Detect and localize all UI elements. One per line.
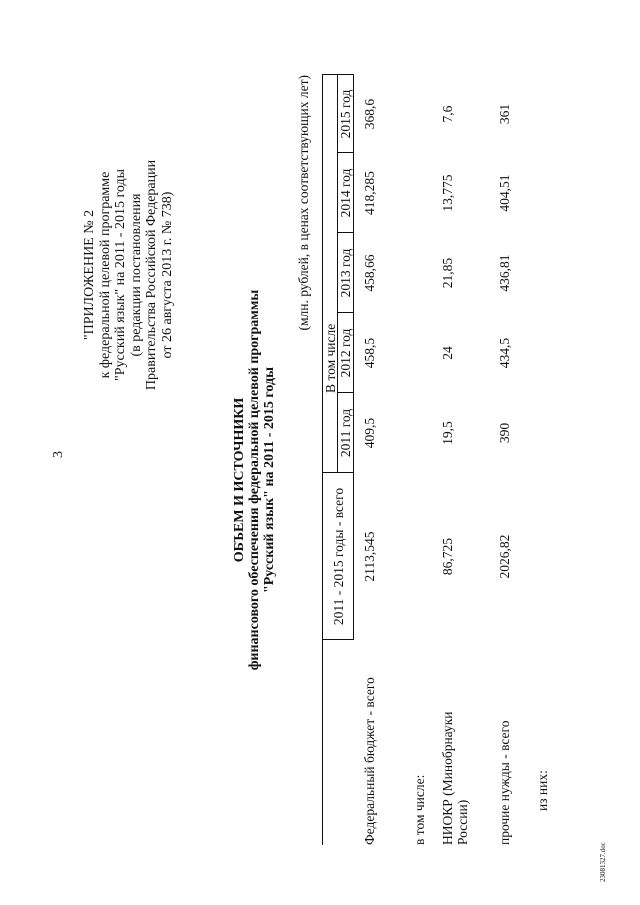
header-year: 2014 год [338, 153, 354, 233]
cell-total: 86,725 [439, 537, 455, 576]
cell-value: 21,85 [439, 257, 455, 289]
row-label: из них: [534, 770, 550, 811]
document-heading [232, 265, 277, 695]
header-year: 2012 год [338, 313, 354, 393]
cell-value: 458,5 [362, 337, 377, 369]
appendix-line: (в редакции постановления [128, 193, 144, 357]
header-total: 2011 - 2015 годы - всего [323, 473, 354, 640]
page-number: 3 [51, 451, 66, 458]
financing-table [322, 75, 557, 846]
header-year: 2011 год [338, 393, 354, 473]
row-label: Федеральный бюджет - всего [361, 677, 377, 845]
header-blank [323, 640, 354, 845]
cell-value: 404,51 [496, 174, 512, 212]
appendix-line: от 26 августа 2013 г. № 738) [159, 191, 175, 359]
appendix-line: "Русский язык" на 2011 - 2015 годы [113, 169, 129, 381]
cell-value: 436,81 [496, 254, 512, 292]
cell-total: 2113,545 [362, 531, 377, 582]
heading-subtitle: финансового обеспечения федеральной целевой программы [247, 289, 262, 671]
cell-value: 19,5 [439, 421, 455, 445]
document-code: 23081327.doc [599, 842, 607, 882]
appendix-header [82, 75, 176, 475]
header-year: 2013 год [338, 233, 354, 313]
row-label: прочие нужды - всего [496, 720, 512, 845]
units-note: (млн. рублей, в ценах соответствующих лет) [296, 75, 311, 331]
header-group-left [323, 393, 338, 473]
cell-total: 2026,82 [496, 534, 512, 579]
appendix-line: к федеральной целевой программе [97, 171, 113, 379]
header-group: В том числе [323, 75, 338, 393]
cell-value: 409,5 [362, 417, 377, 449]
cell-value: 418,285 [362, 171, 377, 215]
cell-value: 434,5 [496, 337, 512, 369]
cell-value: 13,775 [439, 174, 455, 212]
header-year: 2015 год [338, 75, 354, 153]
row-label: в том числе: [411, 774, 427, 845]
appendix-line: "ПРИЛОЖЕНИЕ № 2 [82, 209, 97, 341]
row-label: НИОКР (Минобрнауки России) [439, 711, 470, 845]
cell-value: 24 [439, 346, 455, 360]
heading-program: "Русский язык" на 2011 - 2015 годы [262, 366, 277, 594]
heading-title: ОБЪЕМ И ИСТОЧНИКИ [232, 397, 247, 563]
appendix-line: Правительства Российской Федерации [144, 159, 160, 391]
cell-value: 458,66 [362, 254, 377, 292]
cell-value: 390 [496, 422, 512, 444]
cell-value: 7,6 [439, 105, 455, 123]
cell-value: 361 [496, 103, 512, 125]
cell-value: 368,6 [362, 98, 377, 130]
page-content [82, 75, 550, 845]
